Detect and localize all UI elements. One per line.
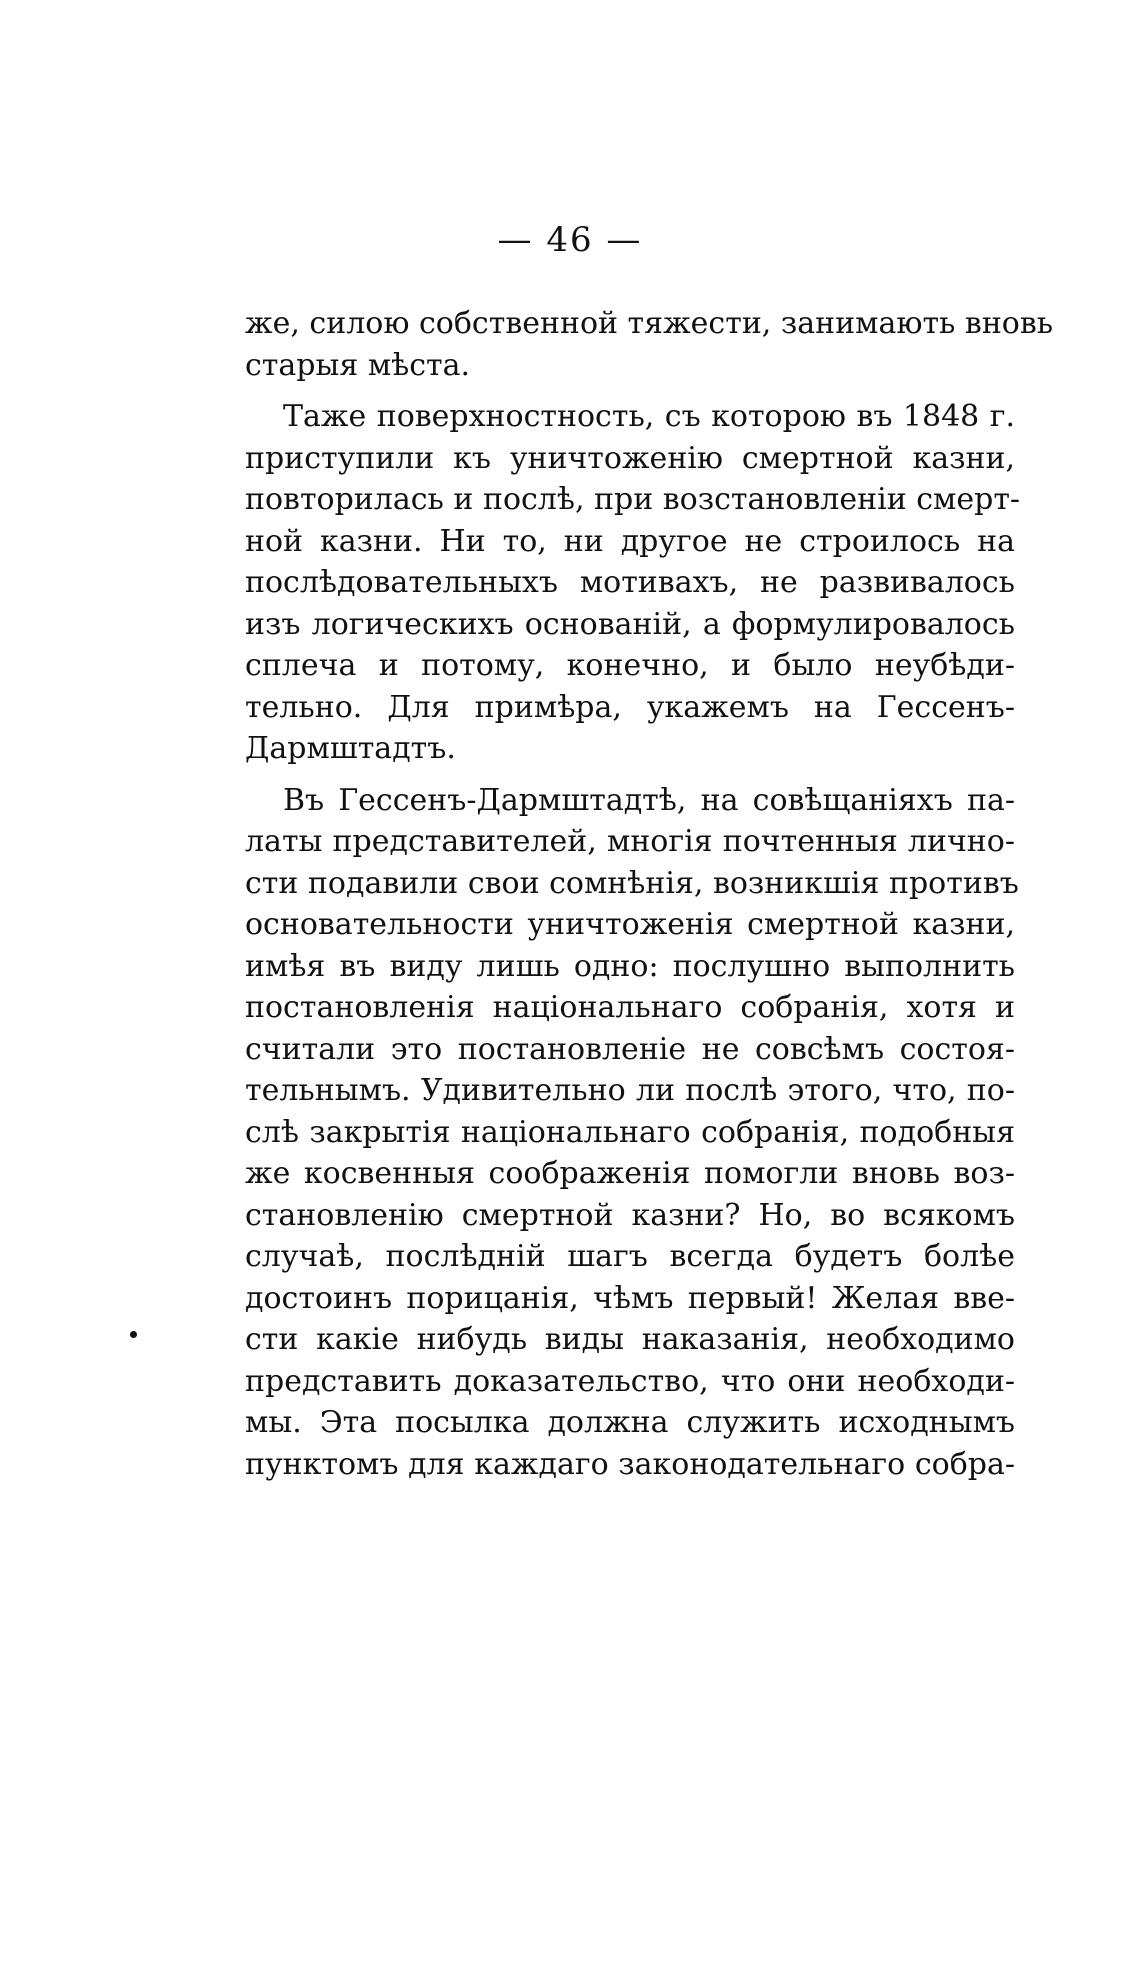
text-line: латы представителей, многія почтенныя лично- [245,824,1015,859]
body-text [245,303,1054,1485]
paragraph-2 [245,396,1021,770]
text-line: тельно. Для примѣра, укажемъ на Гессенъ- [245,689,1015,725]
text-line: случаѣ, послѣдній шагъ всегда будетъ болѣе [245,1239,1015,1274]
page-number: — 46 — [497,220,643,260]
text-line: же, силою собственной тяжести, занимають вновь [245,306,1054,341]
text-line: постановленія національнаго собранія, хотя и [245,990,1015,1025]
text-line: достоинъ порицанія, чѣмъ первый! Желая вве- [245,1280,1015,1316]
text-line: Таже поверхностность, съ которою въ 1848 г. [283,399,1015,434]
text-line: становленію смертной казни? Но, во всякомъ [245,1197,1015,1233]
text-line: основательности уничтоженія смертной казни, [245,907,1015,942]
text-line: послѣдовательныхъ мотивахъ, не развивалось [245,565,1015,600]
text-line: слѣ закрытія національнаго собранія, подобныя [245,1114,1015,1150]
text-line: старыя мѣста. [245,347,471,383]
text-line: же косвенныя соображенія помогли вновь воз- [245,1156,1015,1191]
text-line: изъ логическихъ основаній, а формулировалось [245,606,1015,642]
text-line: считали это постановленіе не совсѣмъ состоя- [245,1031,1015,1067]
text-line: сти подавили свои сомнѣнія, возникшія противъ [245,865,1019,901]
text-line: имѣя въ виду лишь одно: послушно выполнить [245,948,1015,984]
text-line: ной казни. Ни то, ни другое не строилось на [245,523,1015,559]
paragraph-3 [245,780,1019,1486]
text-line: представить доказательство, что они необходи- [245,1363,1015,1399]
text-line: Въ Гессенъ-Дармштадтѣ, на совѣщаніяхъ па- [283,782,1015,818]
paragraph-1 [245,303,1054,386]
text-line: Дармштадтъ. [245,731,456,766]
text-line: пунктомъ для каждаго законодательнаго собра- [245,1446,1015,1482]
text-line: тельнымъ. Удивительно ли послѣ этого, что, по- [245,1073,1015,1108]
text-line: сти какіе нибудь виды наказанія, необходимо [245,1322,1015,1357]
text-line: мы. Эта посылка должна служить исходнымъ [245,1405,1015,1440]
text-line: приступили къ уничтоженію смертной казни, [245,440,1015,476]
text-line: повторилась и послѣ, при возстановленіи смерт- [245,482,1021,517]
ink-speck [130,1331,137,1338]
text-line: сплеча и потому, конечно, и было неубѣди- [245,648,1015,683]
